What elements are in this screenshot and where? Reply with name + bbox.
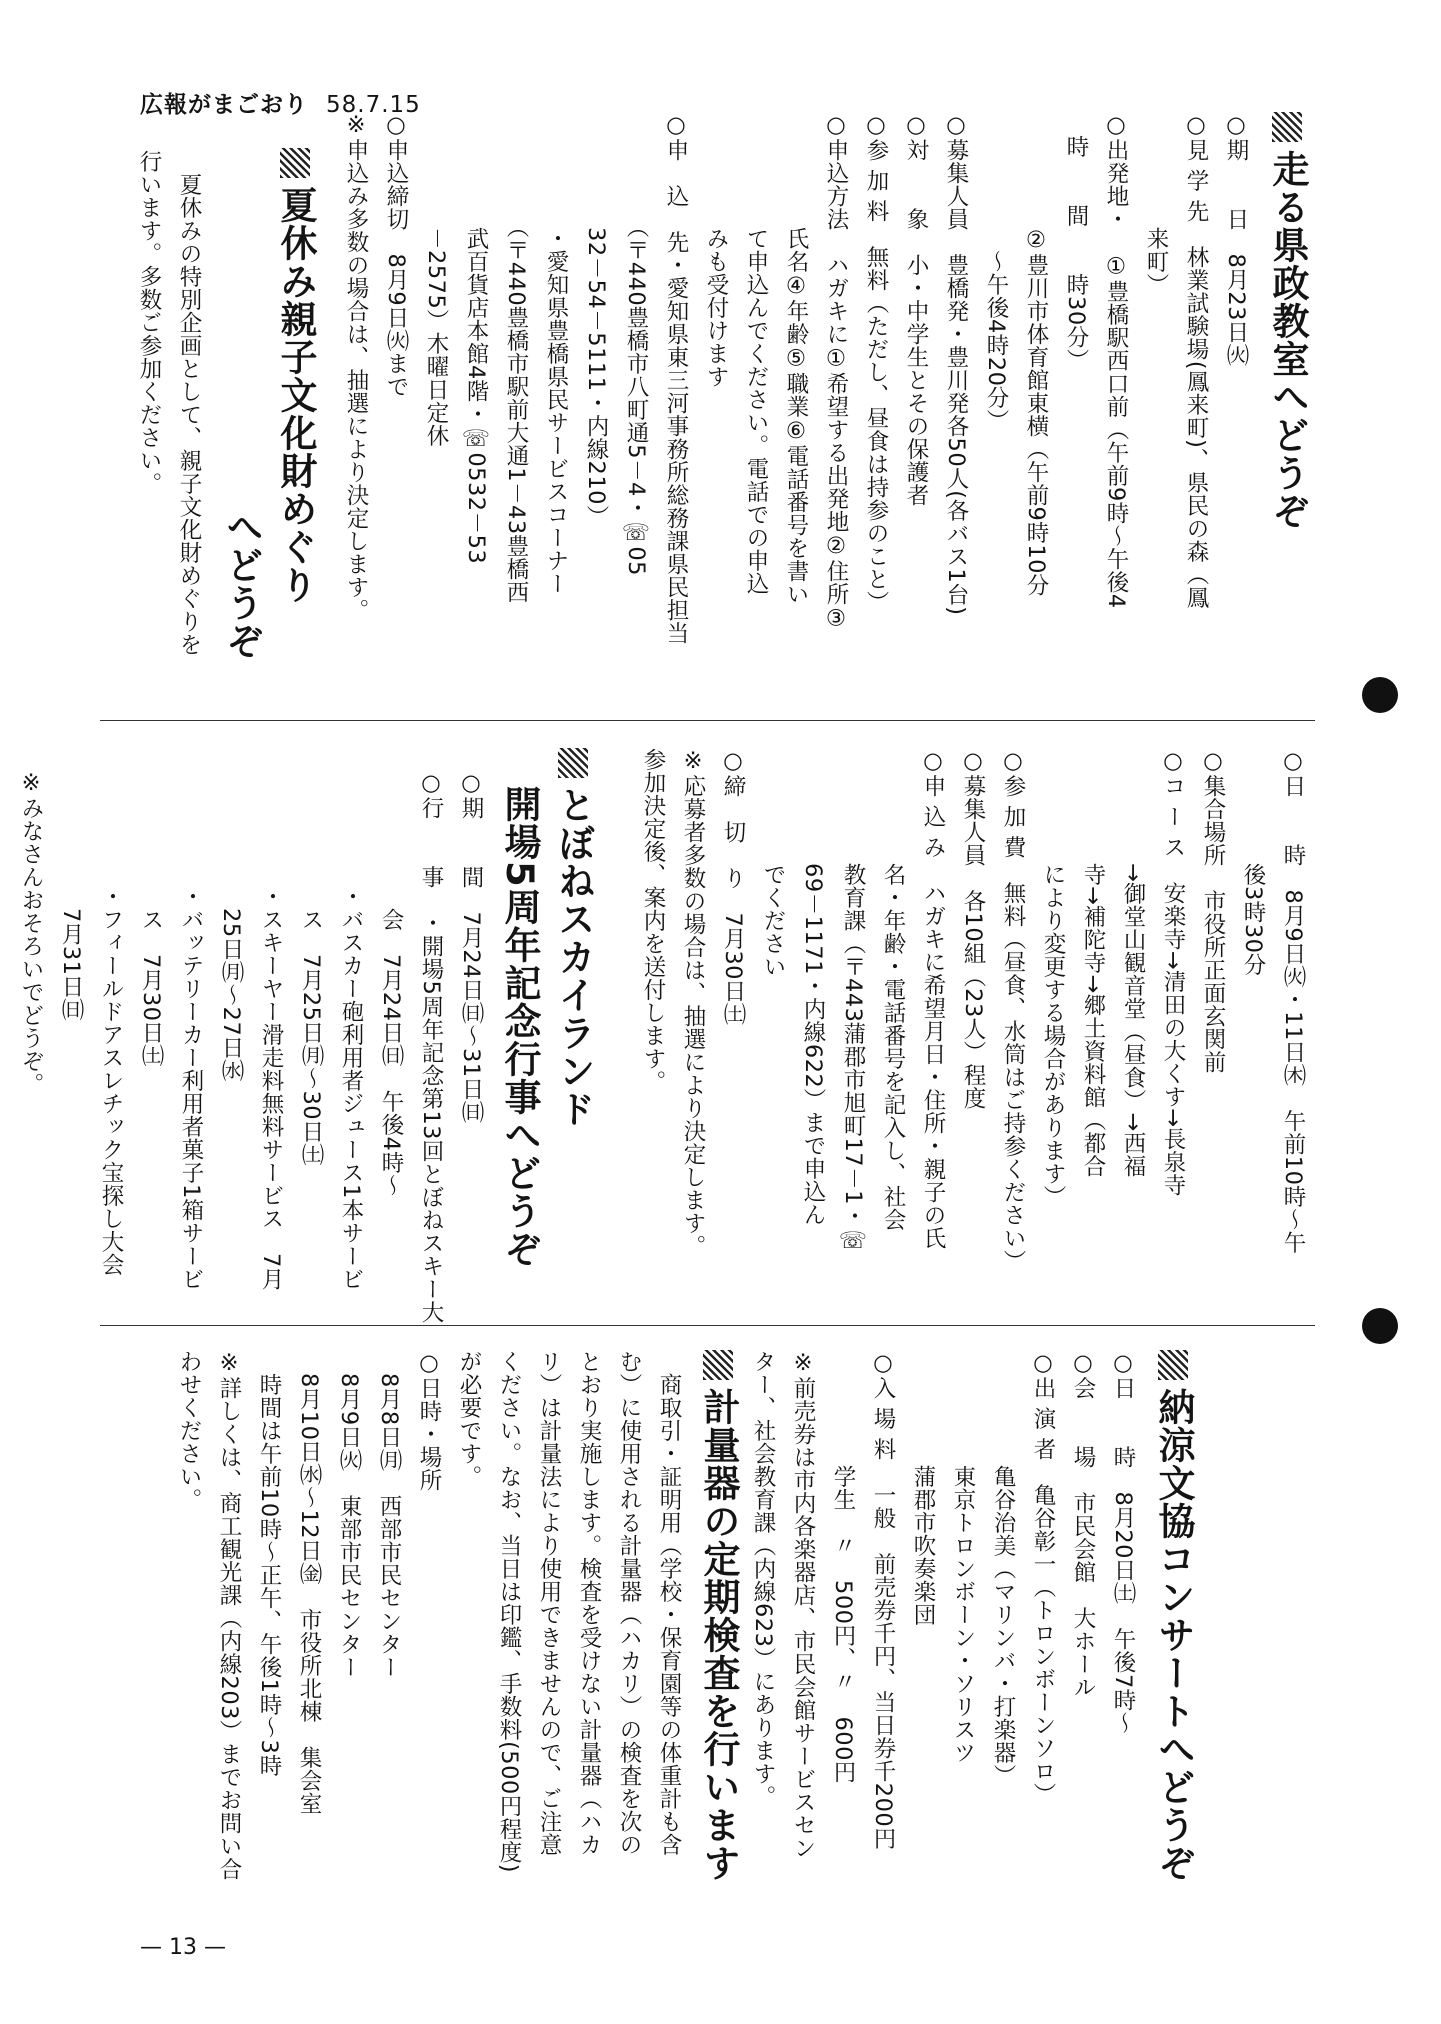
text-line: 行います。多数ご参加ください。 bbox=[136, 150, 162, 495]
section-title-line-1: とぼねスカイランド bbox=[552, 786, 595, 1128]
text-line: ○出発地・ ①豊橋駅西口前（午前9時～午後4 bbox=[1103, 112, 1129, 609]
text-line: ○日時・場所 bbox=[416, 1350, 442, 1492]
text-line: ○コ ー ス 安楽寺→清田の大くす→長泉寺 bbox=[1160, 748, 1186, 1197]
section-title-text: 納涼文協コンサートへどうぞ bbox=[1152, 1388, 1195, 1882]
text-line: ス 7月30日㈯ bbox=[138, 770, 164, 1068]
text-line: 名・年齢・電話番号を記入し、社会 bbox=[880, 748, 906, 1231]
text-line: ○入 場 料 一般 前売券千円、当日券千200円 bbox=[870, 1350, 896, 1851]
text-line: ○募集人員 各10組（23人）程度 bbox=[960, 748, 986, 1110]
section-mark-icon bbox=[558, 748, 588, 778]
text-line: 夏休みの特別企画として、親子文化財めぐりを bbox=[176, 150, 202, 656]
text-line: ・スキーヤー滑走料無料サービス 7月 bbox=[258, 770, 284, 1291]
text-line: ※申込み多数の場合は、抽選により決定します。 bbox=[343, 112, 369, 622]
text-line: 商取引・証明用（学校・保育園等の体重計も含 bbox=[656, 1350, 682, 1856]
text-line: む）に使用される計量器（ハカリ）の検査を次の bbox=[616, 1350, 642, 1856]
text-line: 時間は午前10時～正午、午後1時～3時 bbox=[256, 1350, 282, 1778]
text-line: ～午後4時20分） bbox=[983, 112, 1009, 433]
text-line: 会 7月24日㈰ 午後4時～ bbox=[378, 770, 404, 1198]
section-title-tobone-skyland bbox=[550, 748, 596, 1128]
text-line: （〒440豊橋市八町通5－4・☏05 bbox=[623, 112, 649, 576]
text-line: リ）は計量法により使用できませんので、ご注意 bbox=[536, 1350, 562, 1856]
section-title-tobone-skyland-2 bbox=[496, 785, 542, 1268]
text-line: ・バスカー砲利用者ジュース1本サービ bbox=[338, 770, 364, 1291]
text-line: ○出 演 者 亀谷彰一（トロンボーンソロ） bbox=[1030, 1350, 1056, 1806]
text-line: ○締 切 り 7月30日㈯ bbox=[720, 748, 746, 1026]
section-title-summer-concert bbox=[1150, 1350, 1196, 1882]
text-line: とおり実施します。検査を受けない計量器（ハカ bbox=[576, 1350, 602, 1856]
text-line: ・バッテリーカー利用者菓子1箱サービ bbox=[178, 770, 204, 1291]
text-line: ○日 時 8月9日㈫・11日㈭ 午前10時～午 bbox=[1280, 748, 1306, 1255]
text-line: ・愛知県豊橋県民サービスコーナー bbox=[543, 112, 569, 595]
text-line: ○申 込 先・愛知県東三河事務所総務課県民担当 bbox=[663, 112, 689, 645]
binding-hole-top bbox=[1362, 677, 1398, 713]
section-body-cultural-tour-details bbox=[633, 748, 1313, 1318]
text-line: 氏名④年齢⑤職業⑥電話番号を書い bbox=[783, 112, 809, 606]
text-line: ※詳しくは、商工観光課（内線203）までお問い合 bbox=[216, 1350, 242, 1881]
text-line: により変更する場合があります） bbox=[1040, 748, 1066, 1208]
text-line: 武百貨店本館4階・☏0532－53 bbox=[463, 112, 489, 565]
section-title-cultural-tour bbox=[272, 148, 318, 604]
publication-title: 広報がまごおり bbox=[140, 92, 308, 118]
text-line: が必要です。 bbox=[456, 1350, 482, 1488]
text-line: ○申込締切 8月9日㈫まで bbox=[383, 112, 409, 399]
section-title-text: 走る県政教室へどうぞ bbox=[1266, 150, 1309, 530]
text-line: 参加決定後、案内を送付します。 bbox=[640, 748, 666, 1093]
text-line: ○参 加 料 無料（ただし、昼食は持参のこと） bbox=[863, 112, 889, 614]
text-line: 8月8日㈪ 西部市民センター bbox=[376, 1350, 402, 1679]
section-mark-icon bbox=[1158, 1350, 1188, 1380]
text-line: ②豊川市体育館東横（午前9時10分 bbox=[1023, 112, 1049, 597]
text-line: （〒440豊橋市駅前大通1－43豊橋西 bbox=[503, 112, 529, 604]
text-line: 8月10日㈬～12日㈮ 市役所北棟 集会室 bbox=[296, 1350, 322, 1816]
text-line: ○日 時 8月20日㈯ 午後7時～ bbox=[1110, 1350, 1136, 1735]
section-mark-icon bbox=[280, 148, 310, 178]
text-line: ○申込方法 ハガキに①希望する出発地②住所③ bbox=[823, 112, 849, 632]
section-divider-top bbox=[100, 720, 1315, 721]
text-line: －2575）木曜日定休 bbox=[423, 112, 449, 448]
text-line: →御堂山観音堂（昼食）→西福 bbox=[1120, 748, 1146, 1178]
text-line: 教育課（〒443蒲郡市旭町17－1・☏ bbox=[840, 748, 866, 1255]
text-line: 8月9日㈫ 東部市民センター bbox=[336, 1350, 362, 1679]
text-line: ○期 間 7月24日㈰～31日㈰ bbox=[458, 770, 484, 1124]
text-line: でください bbox=[760, 748, 786, 978]
section-body-cultural-tour bbox=[129, 150, 209, 710]
page-number: — 13 — bbox=[140, 1935, 226, 1960]
text-line: ください。なお、当日は印鑑、手数料(500円程度) bbox=[496, 1350, 522, 1874]
text-line: 後3時30分 bbox=[1240, 748, 1266, 977]
section-title-line-1: 夏休み親子文化財めぐり bbox=[274, 186, 317, 604]
section-title-text: 計量器の定期検査を行います bbox=[697, 1388, 740, 1882]
text-line: ○期 日 8月23日㈫ bbox=[1223, 112, 1249, 367]
text-line: ○集合場所 市役所正面玄関前 bbox=[1200, 748, 1226, 1074]
text-line: ○見 学 先 林業試験場(鳳来町)、県民の森（鳳 bbox=[1183, 112, 1209, 610]
text-line: ※応募者多数の場合は、抽選により決定します。 bbox=[680, 748, 706, 1258]
section-body-prefectural-tour bbox=[336, 112, 1256, 712]
issue-date: 58.7.15 bbox=[326, 92, 421, 118]
section-title-line-2: へどうぞ bbox=[220, 508, 263, 660]
text-line: 来町） bbox=[1143, 112, 1169, 296]
text-line: みも受付けます bbox=[703, 112, 729, 388]
text-line: ・フィールドアスレチック宝探し大会 bbox=[98, 770, 124, 1276]
text-line: 時 間 時30分） bbox=[1063, 112, 1089, 372]
text-line: 7月31日㈰ bbox=[58, 770, 84, 1022]
text-line: ○行 事 ・開場5周年記念第13回とぼねスキー大 bbox=[418, 770, 444, 1324]
section-body-summer-concert bbox=[743, 1350, 1143, 1960]
text-line: 学生 〃 500円、〃 600円 bbox=[830, 1350, 856, 1784]
text-line: 69－1171・内線622）まで申込ん bbox=[800, 748, 826, 1227]
text-line: ○会 場 市民会館 大ホール bbox=[1070, 1350, 1096, 1699]
text-line: わせください。 bbox=[176, 1350, 202, 1511]
text-line: 25日㈪～27日㈬ bbox=[218, 770, 244, 1083]
section-title-scale-inspection bbox=[695, 1350, 741, 1882]
text-line: ○募集人員 豊橋発・豊川発各50人(各バス1台) bbox=[943, 112, 969, 616]
text-line: て申込んでください。電話での申込 bbox=[743, 112, 769, 595]
text-line: 32－54－5111・内線210） bbox=[583, 112, 609, 528]
text-line: ※みなさんおそろいでどうぞ。 bbox=[18, 770, 44, 1096]
text-line: ス 7月25日㈪～30日㈯ bbox=[298, 770, 324, 1167]
section-title-prefectural-tour bbox=[1264, 112, 1310, 530]
section-body-scale-inspection bbox=[169, 1350, 689, 1960]
text-line: ○参 加 費 無料（昼食、水筒はご持参ください） bbox=[1000, 748, 1026, 1273]
text-line: 亀谷治美（マリンバ・打楽器） bbox=[990, 1350, 1016, 1787]
section-body-tobone-skyland bbox=[11, 770, 491, 1324]
binding-hole-bottom bbox=[1362, 1308, 1398, 1344]
section-divider-middle bbox=[100, 1325, 1315, 1326]
text-line: ※前売券は市内各楽器店、市民会館サービスセン bbox=[790, 1350, 816, 1860]
text-line: ター、社会教育課（内線623）にあります。 bbox=[750, 1350, 776, 1809]
text-line: 寺→補陀寺→郷土資料館（都合 bbox=[1080, 748, 1106, 1178]
text-line: 東京トロンボーン・ソリスツ bbox=[950, 1350, 976, 1764]
section-mark-icon bbox=[703, 1350, 733, 1380]
section-title-line-2: 開場5周年記念行事へどうぞ bbox=[498, 785, 541, 1268]
section-title-cultural-tour-2 bbox=[218, 508, 264, 660]
text-line: 蒲郡市吹奏楽団 bbox=[910, 1350, 936, 1626]
text-line: ○対 象 小・中学生とその保護者 bbox=[903, 112, 929, 507]
text-line: ○申 込 み ハガキに希望月日・住所・親子の氏 bbox=[920, 748, 946, 1250]
section-mark-icon bbox=[1272, 112, 1302, 142]
